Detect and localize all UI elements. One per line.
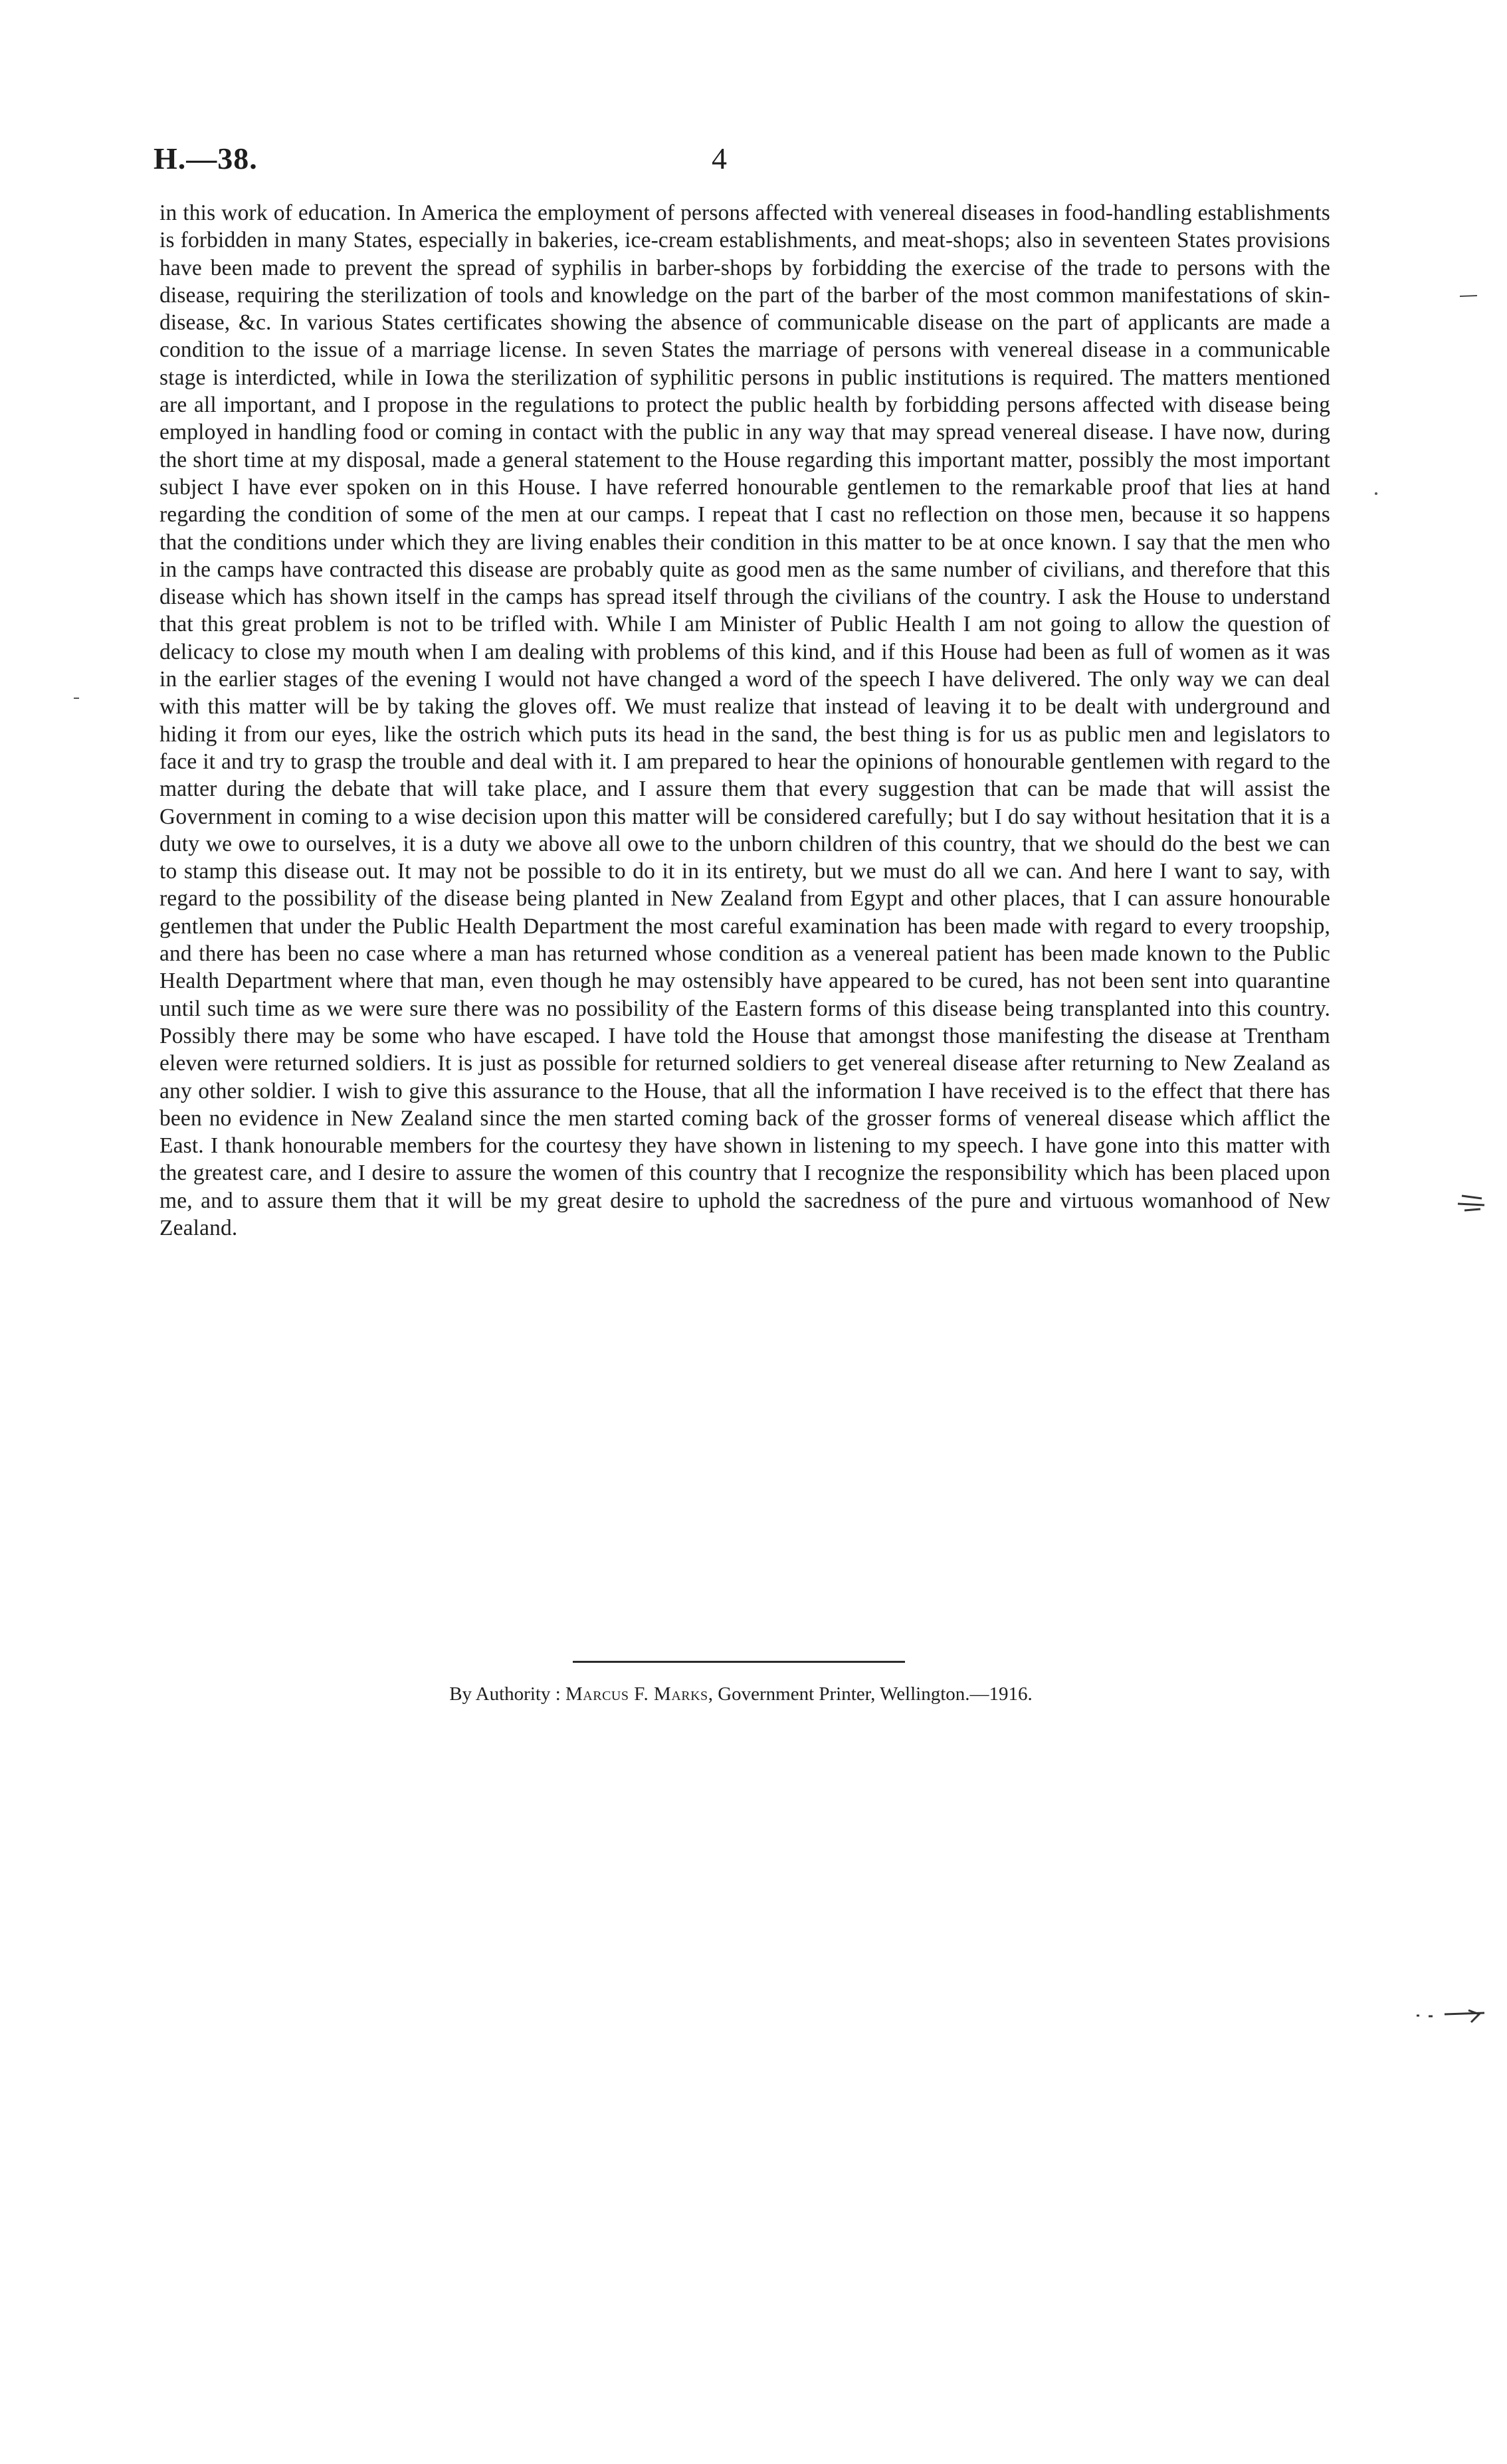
document-reference: H.—38.: [153, 142, 258, 175]
margin-dot: [1374, 492, 1378, 496]
margin-mark-lower: [1415, 2006, 1488, 2026]
imprint-suffix: , Government Printer, Wellington.—1916.: [708, 1683, 1033, 1705]
footer-rule: [573, 1661, 905, 1663]
page-number: 4: [712, 142, 727, 175]
page-header: [153, 141, 1330, 187]
margin-dot-left: [73, 696, 80, 700]
margin-mark-middle: [1455, 1189, 1488, 1216]
printer-imprint: [332, 1683, 1150, 1705]
imprint-prefix: By Authority :: [449, 1683, 566, 1705]
printer-name: Marcus F. Marks: [565, 1683, 708, 1705]
margin-mark-upper: [1458, 292, 1478, 300]
body-paragraph: in this work of education. In America the employment of persons affected with venereal diseases in food-handling establishments is forbidden in many States, especially in bakeries, ice-cream establishments, and meat-shops; also in seventeen States provisions have been made to prevent the spread of syphilis in barber-shops by forbidding the exercise of the trade to persons with the disease, requiring the sterilization of tools and knowledge on the part of the barber of the most common manifestations of skin-disease, &c. In various States certificates showing the absence of communicable disease on the part of applicants are made a condition to the issue of a marriage license. In seven States the marriage of persons with venereal disease in a communicable stage is interdicted, while in Iowa the sterilization of syphilitic persons in public institutions is required. The matters mentioned are all important, and I propose in the regulations to protect the public health by forbidding persons affected with disease being employed in handling food or coming in contact with the public in any way that may spread venereal disease. I have now, during the short time at my disposal, made a general statement to the House regarding this important matter, possibly the most important subject I have ever spoken on in this House. I have referred honourable gentlemen to the remarkable proof that lies at hand regarding the condition of some of the men at our camps. I repeat that I cast no reflection on those men, because it so happens that the conditions under which they are living enables their condition in this matter to be at once known. I say that the men who in the camps have contracted this disease are probably quite as good men as the same number of civilians, and therefore that this disease which has shown itself in the camps has spread itself through the civilians of the country. I ask the House to understand that this great problem is not to be trifled with. While I am Minister of Public Health I am not going to allow the question of delicacy to close my mouth when I am dealing with problems of this kind, and if this House had been as full of women as it was in the earlier stages of the evening I would not have changed a word of the speech I have delivered. The only way we can deal with this matter will be by taking the gloves off. We must realize that instead of leaving it to be dealt with underground and hiding it from our eyes, like the ostrich which puts its head in the sand, the best thing is for us as public men and legislators to face it and try to grasp the trouble and deal with it. I am prepared to hear the opinions of honourable gentlemen with regard to the matter during the debate that will take place, and I assure them that every suggestion that can be made that will assist the Government in coming to a wise decision upon this matter will be considered carefully; but I do say without hesitation that it is a duty we owe to ourselves, it is a duty we above all owe to the unborn children of this country, that we should do the best we can to stamp this disease out. It may not be possible to do it in its entirety, but we must do all we can. And here I want to say, with regard to the possibility of the disease being planted in New Zealand from Egypt and other places, that I can assure honourable gentlemen that under the Public Health Department the most careful examination has been made with regard to every troopship, and there has been no case where a man has returned whose condition as a venereal patient has been made known to the Public Health Department where that man, even though he may ostensibly have appeared to be cured, has not been sent into quarantine until such time as we were sure there was no possibility of the Eastern forms of this disease being transplanted into this country. Possibly there may be some who have escaped. I have told the House that amongst those manifesting the disease at Trentham eleven were returned soldiers. It is just as possible for returned soldiers to get venereal disease after returning to New Zealand as any other soldier. I wish to give this assurance to the House, that all the information I have received is to the effect that there has been no evidence in New Zealand since the men started coming back of the grosser forms of venereal disease which afflict the East. I thank honourable members for the courtesy they have shown in listening to my speech. I have gone into this matter with the greatest care, and I desire to assure the women of this country that I recognize the responsibility which has been placed upon me, and to assure them that it will be my great desire to uphold the sacredness of the pure and virtuous womanhood of New Zealand.: [159, 201, 1330, 1240]
